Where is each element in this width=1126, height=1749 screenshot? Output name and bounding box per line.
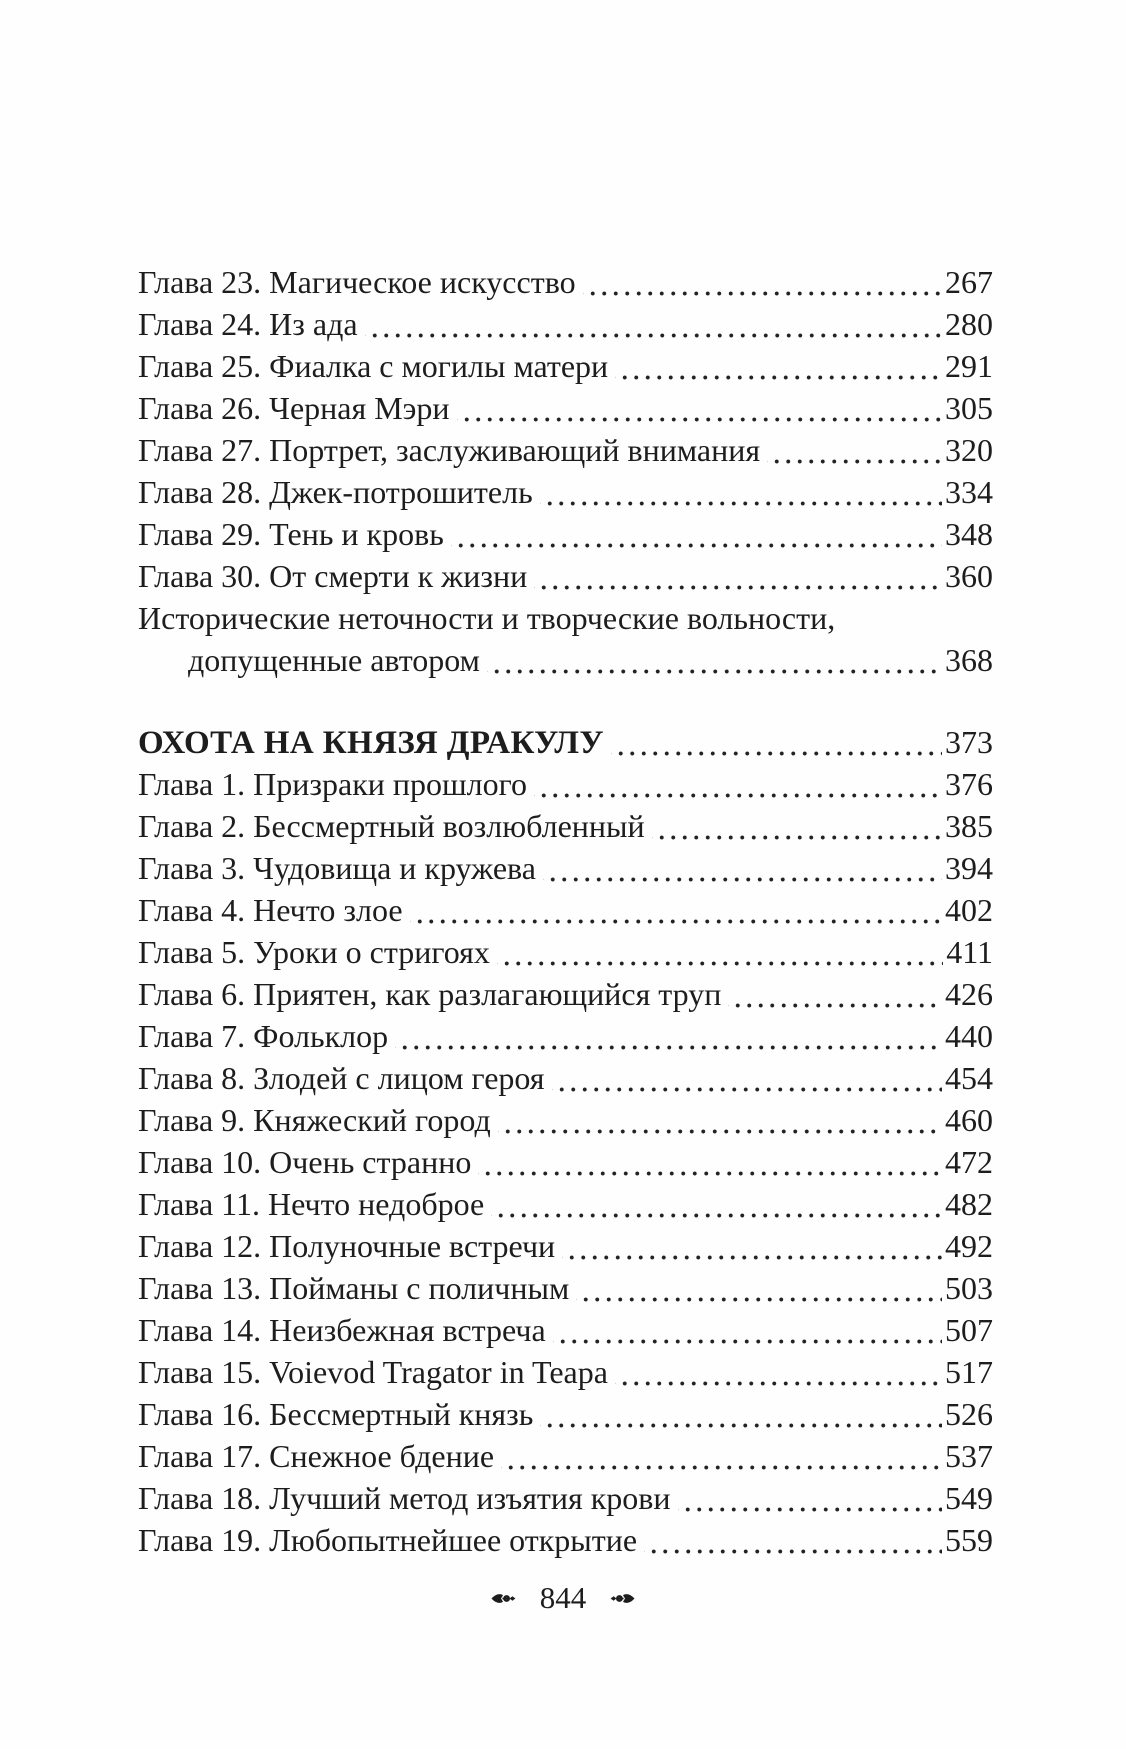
dot-leader bbox=[583, 261, 942, 303]
dot-leader bbox=[451, 513, 942, 555]
toc-entry bbox=[138, 1141, 993, 1183]
toc-entry-page: 460 bbox=[945, 1102, 993, 1138]
toc-entry-page: 368 bbox=[945, 642, 993, 678]
toc-entry bbox=[138, 805, 993, 847]
toc-entry-page: 394 bbox=[945, 850, 993, 886]
dot-leader bbox=[457, 387, 942, 429]
dot-leader bbox=[543, 847, 942, 889]
toc-entry-page: 280 bbox=[945, 306, 993, 342]
toc-entry-continuation bbox=[138, 639, 993, 681]
dot-leader bbox=[652, 805, 942, 847]
dot-leader bbox=[540, 1393, 942, 1435]
toc-entry-title: Глава 28. Джек-потрошитель bbox=[138, 474, 533, 510]
toc-entry-page: 291 bbox=[945, 348, 993, 384]
toc-entry-title: Глава 2. Бессмертный возлюбленный bbox=[138, 808, 645, 844]
toc-entry-page: 454 bbox=[945, 1060, 993, 1096]
dot-leader bbox=[678, 1477, 942, 1519]
toc-entry bbox=[138, 1477, 993, 1519]
toc-entry-page: 411 bbox=[946, 934, 993, 970]
dot-leader bbox=[478, 1141, 942, 1183]
dot-leader bbox=[501, 1435, 942, 1477]
toc-entry bbox=[138, 387, 993, 429]
fleuron-left-icon bbox=[491, 1591, 516, 1606]
toc-entry-title: Глава 17. Снежное бдение bbox=[138, 1438, 495, 1474]
toc-entry-page: 320 bbox=[945, 432, 993, 468]
toc-entry bbox=[138, 973, 993, 1015]
dot-leader bbox=[497, 931, 943, 973]
toc-entry-title: Глава 8. Злодей с лицом героя bbox=[138, 1060, 545, 1096]
dot-leader bbox=[491, 1183, 942, 1225]
dot-leader bbox=[728, 973, 942, 1015]
dot-leader bbox=[365, 303, 942, 345]
dot-leader bbox=[611, 721, 942, 763]
toc-entry bbox=[138, 1393, 993, 1435]
toc-entry bbox=[138, 471, 993, 513]
toc-entry bbox=[138, 1015, 993, 1057]
toc-entry-page: 373 bbox=[945, 724, 993, 760]
toc-entry bbox=[138, 1225, 993, 1267]
toc-entry-title: допущенные автором bbox=[188, 642, 480, 678]
toc-entry-page: 559 bbox=[945, 1522, 993, 1558]
toc-entry bbox=[138, 1057, 993, 1099]
section-title-row bbox=[138, 721, 993, 763]
dot-leader bbox=[615, 1351, 942, 1393]
toc-entry bbox=[138, 1351, 993, 1393]
toc-entry bbox=[138, 1267, 993, 1309]
dot-leader bbox=[487, 639, 942, 681]
dot-leader bbox=[534, 763, 942, 805]
toc-entry-page: 334 bbox=[945, 474, 993, 510]
dot-leader bbox=[767, 429, 942, 471]
toc-entry-title: Глава 15. Voievod Tragator in Teapa bbox=[138, 1354, 608, 1390]
toc-entry-title: Глава 14. Неизбежная встреча bbox=[138, 1312, 546, 1348]
toc-entry bbox=[138, 597, 993, 639]
toc-entry bbox=[138, 1183, 993, 1225]
toc-entry bbox=[138, 1099, 993, 1141]
toc-entry-title: Глава 11. Нечто недоброе bbox=[138, 1186, 485, 1222]
toc-entry-page: 526 bbox=[945, 1396, 993, 1432]
toc-entry-page: 549 bbox=[945, 1480, 993, 1516]
toc-entry-title: Глава 12. Полуночные встречи bbox=[138, 1228, 556, 1264]
fleuron-right-icon bbox=[610, 1591, 635, 1606]
toc-entry-title: Глава 24. Из ада bbox=[138, 306, 358, 342]
dot-leader bbox=[410, 889, 942, 931]
toc-entry bbox=[138, 513, 993, 555]
toc-entry bbox=[138, 261, 993, 303]
toc-entry-page: 267 bbox=[945, 264, 993, 300]
toc-entry bbox=[138, 429, 993, 471]
toc-entry-page: 385 bbox=[945, 808, 993, 844]
toc-entry-page: 517 bbox=[945, 1354, 993, 1390]
dot-leader bbox=[644, 1519, 942, 1561]
dot-leader bbox=[562, 1225, 942, 1267]
toc-entry bbox=[138, 763, 993, 805]
toc-entry-title: Глава 18. Лучший метод изъятия крови bbox=[138, 1480, 671, 1516]
toc-entry bbox=[138, 1435, 993, 1477]
dot-leader bbox=[540, 471, 942, 513]
toc-entry-title: Исторические неточности и творческие вольности, bbox=[138, 600, 836, 636]
toc-entry-page: 492 bbox=[945, 1228, 993, 1264]
toc-entry-title: Глава 25. Фиалка с могилы матери bbox=[138, 348, 609, 384]
dot-leader bbox=[576, 1267, 942, 1309]
toc-entry-page: 482 bbox=[945, 1186, 993, 1222]
toc-entry-title: Глава 27. Портрет, заслуживающий внимания bbox=[138, 432, 761, 468]
toc-entry-title: Глава 1. Призраки прошлого bbox=[138, 766, 527, 802]
toc-entry-title: Глава 26. Черная Мэри bbox=[138, 390, 450, 426]
table-of-contents bbox=[138, 261, 993, 1561]
toc-entry-title: Глава 13. Пойманы с поличным bbox=[138, 1270, 570, 1306]
toc-entry-title: Глава 9. Княжеский город bbox=[138, 1102, 491, 1138]
toc-entry bbox=[138, 555, 993, 597]
toc-entry bbox=[138, 931, 993, 973]
toc-entry-title: Глава 10. Очень странно bbox=[138, 1144, 472, 1180]
toc-entry-title: Глава 7. Фольклор bbox=[138, 1018, 389, 1054]
toc-entry-title: ОХОТА НА КНЯЗЯ ДРАКУЛУ bbox=[138, 725, 604, 761]
toc-entry-title: Глава 23. Магическое искусство bbox=[138, 264, 576, 300]
toc-entry bbox=[138, 303, 993, 345]
toc-entry-page: 537 bbox=[945, 1438, 993, 1474]
toc-entry-page: 503 bbox=[945, 1270, 993, 1306]
toc-entry-page: 402 bbox=[945, 892, 993, 928]
toc-entry-title: Глава 3. Чудовища и кружева bbox=[138, 850, 536, 886]
toc-entry-page: 360 bbox=[945, 558, 993, 594]
toc-entry-title: Глава 5. Уроки о стригоях bbox=[138, 934, 490, 970]
toc-entry bbox=[138, 847, 993, 889]
dot-leader bbox=[553, 1309, 942, 1351]
toc-entry bbox=[138, 345, 993, 387]
dot-leader bbox=[615, 345, 942, 387]
toc-entry-title: Глава 19. Любопытнейшее открытие bbox=[138, 1522, 638, 1558]
toc-entry-page: 376 bbox=[945, 766, 993, 802]
dot-leader bbox=[395, 1015, 942, 1057]
dot-leader bbox=[498, 1099, 942, 1141]
toc-entry-page: 472 bbox=[945, 1144, 993, 1180]
toc-entry bbox=[138, 889, 993, 931]
dot-leader bbox=[552, 1057, 943, 1099]
toc-entry-page: 305 bbox=[945, 390, 993, 426]
toc-entry-page: 426 bbox=[945, 976, 993, 1012]
toc-entry-page: 507 bbox=[945, 1312, 993, 1348]
toc-entry-title: Глава 16. Бессмертный князь bbox=[138, 1396, 534, 1432]
toc-entry bbox=[138, 1519, 993, 1561]
toc-entry-title: Глава 6. Приятен, как разлагающийся труп bbox=[138, 976, 722, 1012]
toc-entry-title: Глава 4. Нечто злое bbox=[138, 892, 403, 928]
dot-leader bbox=[534, 555, 942, 597]
toc-entry-page: 348 bbox=[945, 516, 993, 552]
toc-entry-page: 440 bbox=[945, 1018, 993, 1054]
page-footer bbox=[0, 1577, 1126, 1619]
toc-entry-title: Глава 30. От смерти к жизни bbox=[138, 558, 528, 594]
toc-entry bbox=[138, 1309, 993, 1351]
toc-entry-title: Глава 29. Тень и кровь bbox=[138, 516, 444, 552]
folio-page-number: 844 bbox=[539, 1580, 587, 1615]
